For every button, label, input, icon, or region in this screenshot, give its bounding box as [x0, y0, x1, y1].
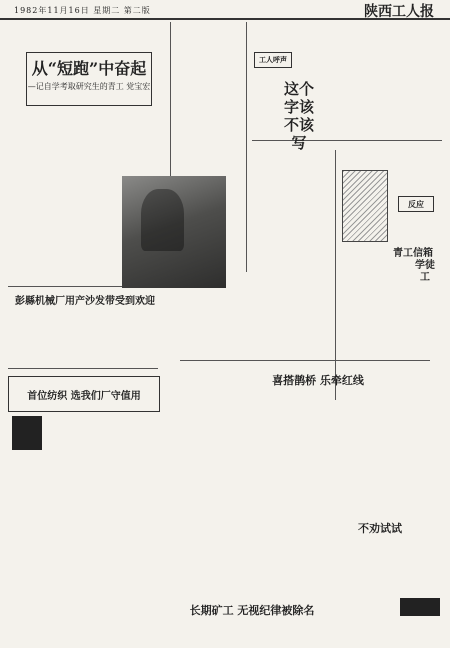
happy-headline: 喜搭鹊桥 乐牵红线 [272, 374, 364, 387]
study-headline: 学徒工 [415, 260, 435, 283]
edit-tag-box [398, 196, 434, 212]
qingnian-headline: 青工信箱 [393, 248, 433, 259]
bottom-headline: 长期矿工 无视纪律被除名 [189, 604, 315, 617]
worker-photo [122, 176, 226, 288]
bottom-left-headline: 首位纺织 选我们厂守值用 [27, 391, 141, 402]
column-tag-label: 工人呼声 [259, 55, 287, 64]
edit-tag: 反应 [408, 199, 424, 209]
column-divider [246, 22, 247, 272]
column-badge [400, 598, 440, 616]
main-headline: 从“短跑”中奋起 [31, 59, 147, 78]
section-divider [252, 140, 442, 141]
paper-name: 陕西工人报 [364, 4, 434, 20]
award-headline: 不劝试试 [358, 522, 402, 535]
main-subhead: —记自学考取研究生的青工 党宝宏 [27, 82, 151, 91]
column-tag [254, 52, 292, 68]
main-headline-box [26, 52, 152, 106]
masthead [0, 0, 450, 20]
date-badge [12, 416, 42, 450]
factory-headline: 彭縣机械厂用产沙发带受到欢迎 [15, 296, 155, 307]
section-divider [8, 368, 158, 369]
question-headline: 这个字该不该写 [284, 80, 315, 152]
column-divider [335, 150, 336, 400]
issue-date: 1982年11月16日 星期二 第二版 [14, 6, 151, 15]
mail-illustration [342, 170, 388, 242]
bottom-left-headline-box [8, 376, 160, 412]
section-divider [180, 360, 430, 361]
